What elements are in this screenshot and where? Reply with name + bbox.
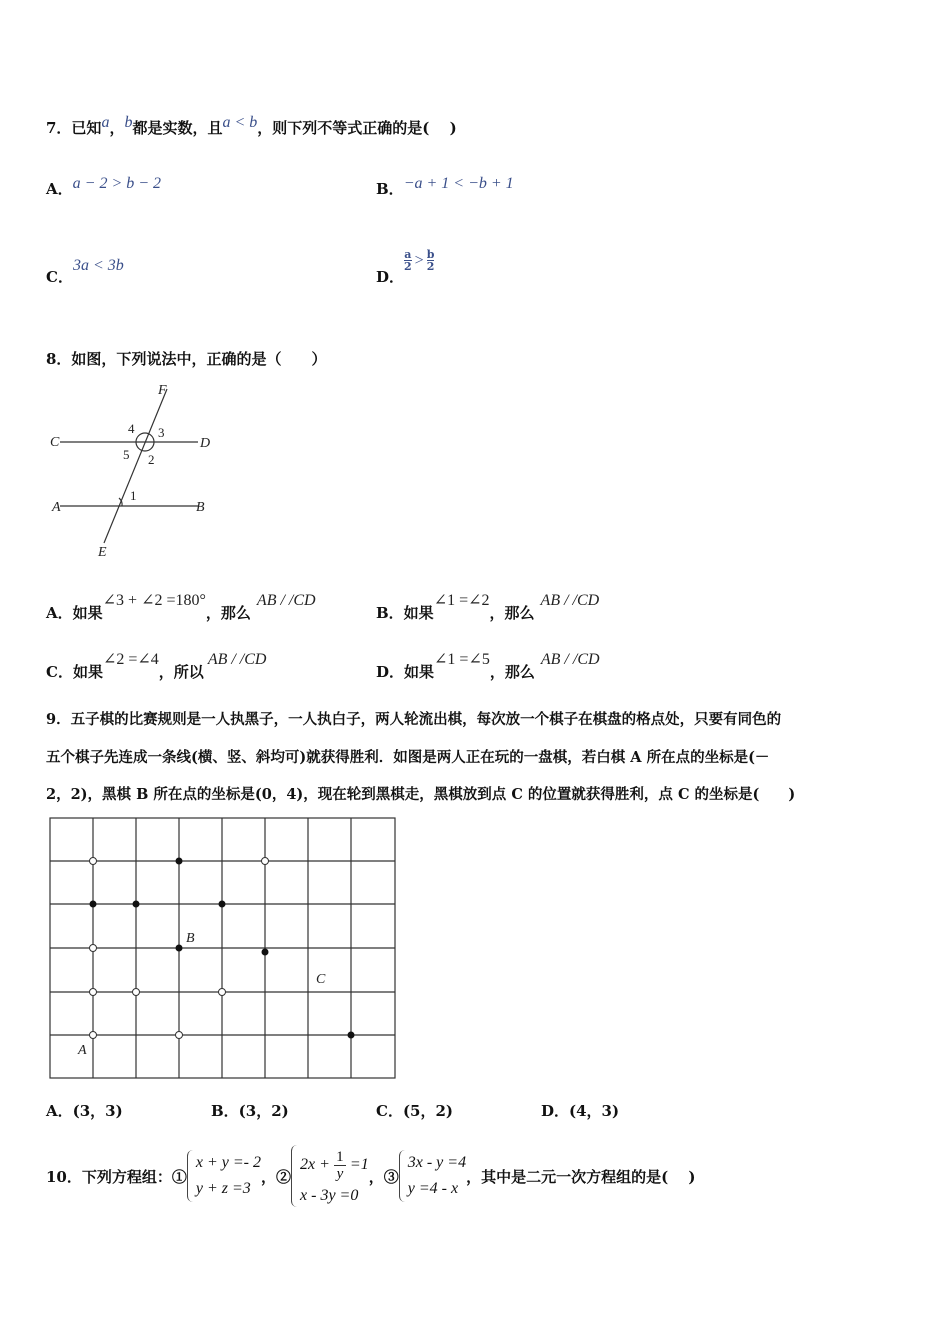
q8-figure (46, 380, 226, 560)
option-label: B．如果 (376, 604, 434, 622)
q8-option-a[interactable] (46, 592, 316, 623)
white-stone (262, 858, 269, 865)
option-expr: 3a < 3b (72, 257, 124, 274)
white-stone (176, 1032, 183, 1039)
option-condition: ∠2 =∠4 (102, 651, 159, 668)
line-ef (104, 389, 167, 543)
option-label: A． (46, 180, 73, 198)
equation-system-3 (399, 1150, 466, 1202)
option-label: C． (46, 268, 73, 286)
option-connector: ，那么 (489, 663, 535, 681)
black-stone (219, 901, 226, 908)
angle-1-label: 1 (130, 488, 137, 503)
q7-option-b[interactable] (376, 175, 514, 199)
equation: x + y =- 2 (195, 1154, 261, 1171)
equation: y =4 - x (407, 1180, 459, 1197)
q7-option-d[interactable] (376, 248, 435, 296)
option-label: D． (376, 268, 405, 286)
label-f: F (158, 383, 167, 398)
q7-option-c[interactable] (46, 257, 124, 287)
white-stone (90, 858, 97, 865)
option-expr: −a + 1 < −b + 1 (403, 175, 514, 192)
option-conclusion: AB / /CD (540, 592, 600, 609)
equation-system-2 (291, 1145, 369, 1207)
q10-separator: ，② (261, 1167, 292, 1186)
q10-suffix: ，其中是二元一次方程组的是( ) (466, 1167, 696, 1186)
angle-5-label: 5 (123, 447, 130, 462)
q9-option-b[interactable]: B．(3，2) (211, 1102, 289, 1120)
q9-option-a[interactable]: A．(3，3) (46, 1102, 123, 1120)
equation: 3x - y =4 (407, 1154, 467, 1171)
fraction-left: $\frac{a}{2}$ (404, 248, 412, 273)
option-condition: ∠3 + ∠2 =180° (102, 592, 206, 609)
q7-var-a: a (101, 114, 110, 131)
q9-stem-line2: 五个棋子先连成一条线(横、竖、斜均可)就获得胜利．如图是两人正在玩的一盘棋，若白棋 A 所在点的坐标是(－ (46, 749, 770, 766)
q7-stem (46, 114, 457, 138)
black-stone (176, 858, 183, 865)
option-connector: ，那么 (205, 604, 251, 622)
option-condition: ∠1 =∠2 (433, 592, 490, 609)
white-stone (133, 989, 140, 996)
q8-option-b[interactable] (376, 592, 600, 623)
equation: y + z =3 (195, 1180, 251, 1197)
q9-stem-line1: 9．五子棋的比赛规则是一人执黑子，一人执白子，两人轮流出棋，每次放一个棋子在棋盘的格点处，只要有同色的 (46, 711, 782, 728)
q10-stem (46, 1136, 695, 1216)
option-connector: ，那么 (489, 604, 535, 622)
black-stone (176, 945, 183, 952)
q7-var-b: b (124, 114, 133, 131)
q7-condition: a < b (222, 114, 258, 131)
black-stone (90, 901, 97, 908)
option-operator: > (414, 251, 424, 269)
option-label: A．如果 (46, 604, 103, 622)
q9-option-d[interactable]: D．(4，3) (541, 1102, 620, 1120)
black-stone (348, 1032, 355, 1039)
white-stone (90, 1032, 97, 1039)
q7-stem-suffix: ，则下列不等式正确的是( ) (257, 119, 457, 137)
fraction-right: $\frac{b}{2}$ (426, 248, 435, 273)
white-stone (90, 989, 97, 996)
q8-stem: 8．如图，下列说法中，正确的是（ ） (46, 350, 327, 368)
option-label: C．如果 (46, 663, 103, 681)
equation-system-1 (187, 1150, 261, 1202)
q7-stem-prefix: 7．已知 (46, 119, 102, 137)
q7-option-a[interactable] (46, 175, 162, 199)
label-e: E (98, 545, 107, 560)
option-label: D．如果 (376, 663, 435, 681)
q8-option-c[interactable] (46, 651, 267, 682)
white-stone (90, 945, 97, 952)
option-conclusion: AB / /CD (256, 592, 316, 609)
equation: x - 3y =0 (300, 1187, 359, 1204)
black-stone (262, 949, 269, 956)
q10-separator: ，③ (368, 1167, 399, 1186)
black-stone (133, 901, 140, 908)
board-label-c: C (316, 972, 326, 987)
label-a: A (52, 500, 61, 515)
q8-option-d[interactable] (376, 651, 600, 682)
q9-go-board (48, 816, 400, 1082)
q9-stem-line3: 2，2)，黑棋 B 所在点的坐标是(0，4)，现在轮到黑棋走，黑棋放到点 C 的位置就获得胜利，点 C 的坐标是( ) (46, 786, 796, 803)
q7-sep: ， (109, 119, 125, 137)
option-condition: ∠1 =∠5 (434, 651, 490, 668)
label-b: B (196, 500, 205, 515)
q7-stem-mid: 都是实数，且 (132, 119, 223, 137)
label-c: C (50, 435, 60, 450)
option-connector: ，所以 (158, 663, 204, 681)
white-stone (219, 989, 226, 996)
option-label: B． (376, 180, 404, 198)
option-conclusion: AB / /CD (207, 651, 267, 668)
option-conclusion: AB / /CD (540, 651, 600, 668)
board-label-a: A (78, 1043, 87, 1058)
board-label-b: B (186, 931, 195, 946)
option-expr: a − 2 > b − 2 (72, 175, 162, 192)
angle-2-label: 2 (148, 452, 155, 467)
angle-4-label: 4 (128, 421, 135, 436)
equation: 2x + 1 y =1 (300, 1148, 369, 1182)
label-d: D (200, 436, 211, 451)
q9-option-c[interactable]: C．(5，2) (376, 1102, 454, 1120)
angle-3-label: 3 (158, 425, 165, 440)
q10-prefix: 10．下列方程组：① (46, 1167, 187, 1186)
